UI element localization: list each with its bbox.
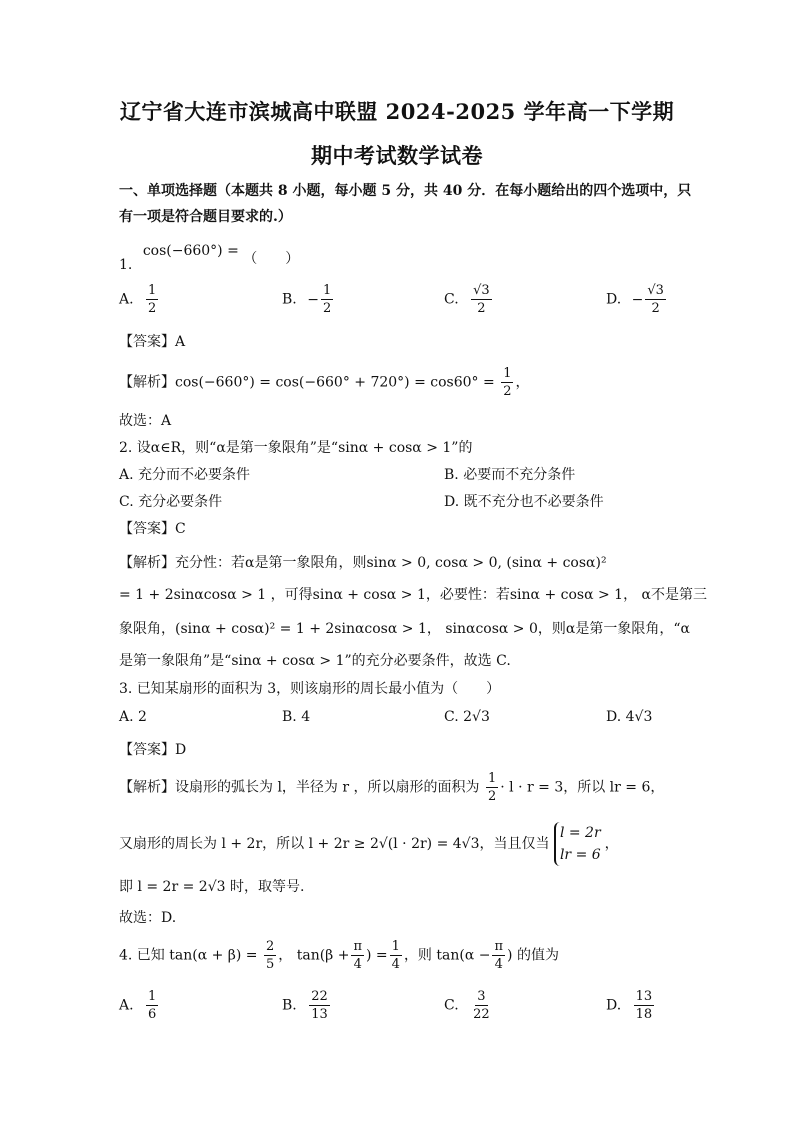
q3-condition-brace: l = 2r lr = 6 [554,822,601,866]
q1-conclusion: 故选：A [119,413,172,429]
q3-conclusion: 故选：D. [119,910,177,926]
q3-stem: 3. 已知某扇形的面积为 3，则该扇形的周长最小值为（ ） [119,681,501,697]
q1-number: 1. [119,257,133,273]
q4-option-c: C. $\frac{3}{22}$ [444,989,490,1022]
q4-option-b: B. $\frac{22}{13}$ [282,989,328,1022]
q1-expression: cos(−660°) = [142,243,239,259]
q4-option-d: D. $\frac{13}{18}$ [606,989,653,1022]
q3-analysis-line1: 【解析】设扇形的弧长为 l，半径为 r ，所以扇形的面积为 $\frac{1}{2}$ · l · r = 3，所以 lr = 6， [119,771,665,804]
q1-blank: （ ） [243,251,300,267]
q2-analysis-line4: 是第一象限角”是“sinα + cosα > 1”的充分必要条件，故选 C. [119,653,511,669]
q2-analysis-line3: 象限角，(sinα + cosα)² = 1 + 2sinαcosα > 1， sinαcosα > 0，则α是第一象限角，“α [119,621,690,637]
q3-option-c: C. 2√3 [444,709,490,725]
section-heading-line2: 有一项是符合题目要求的.） [119,209,292,225]
section-heading-line1: 一、单项选择题（本题共 8 小题，每小题 5 分，共 40 分．在每小题给出的四个选项中，只 [119,183,692,199]
q3-analysis-line2: 又扇形的周长为 l + 2r，所以 l + 2r ≥ 2√(l · 2r) = 4√3，当且仅当 l = 2r lr = 6 ， [119,822,619,866]
q2-stem: 2. 设α∈R，则“α是第一象限角”是“sinα + cosα > 1”的 [119,440,473,456]
q1-option-a: A. $\frac{1}{2}$ [119,283,157,316]
q2-option-b: B. 必要而不充分条件 [444,467,576,483]
q1-analysis: 【解析】cos(−660°) = cos(−660° + 720°) = cos60° = $\frac{1}{2}$ ， [119,366,530,399]
doc-title-line1: 辽宁省大连市滨城高中联盟 2024-2025 学年高一下学期 [119,99,675,124]
q3-option-b: B. 4 [282,709,311,725]
q3-analysis-line3: 即 l = 2r = 2√3 时，取等号. [119,879,305,895]
q1-answer: 【答案】A [119,334,186,350]
q3-option-d: D. 4√3 [606,709,653,725]
q2-option-a: A. 充分而不必要条件 [119,467,251,483]
q3-answer: 【答案】D [119,742,187,758]
q2-analysis-line1: 【解析】充分性：若α是第一象限角，则sinα > 0, cosα > 0, (sinα + cosα)² [119,555,607,571]
q3-option-a: A. 2 [119,709,147,725]
q4-stem: 4. 已知 tan(α + β) = $\frac{2}{5}$ ， tan(β + $\frac{\pi}{4}$ ) = $\frac{1}{4}$ ，则 tan(α − $\frac{\pi}{4}$ ) 的值为 [119,939,559,972]
doc-title-line2: 期中考试数学试卷 [311,143,483,168]
q2-analysis-line2: = 1 + 2sinαcosα > 1 ，可得sinα + cosα > 1，必要性：若sinα + cosα > 1， α不是第三 [119,587,707,603]
q2-answer: 【答案】C [119,521,186,537]
q1-option-b: B. − $\frac{1}{2}$ [282,283,332,316]
q2-option-d: D. 既不充分也不必要条件 [444,494,604,510]
q1-option-d: D. − $\frac{√3}{2}$ [606,283,664,316]
q4-option-a: A. $\frac{1}{6}$ [119,989,157,1022]
q1-stem [119,240,300,273]
q2-option-c: C. 充分必要条件 [119,494,223,510]
q1-option-c: C. $\frac{√3}{2}$ [444,283,490,316]
